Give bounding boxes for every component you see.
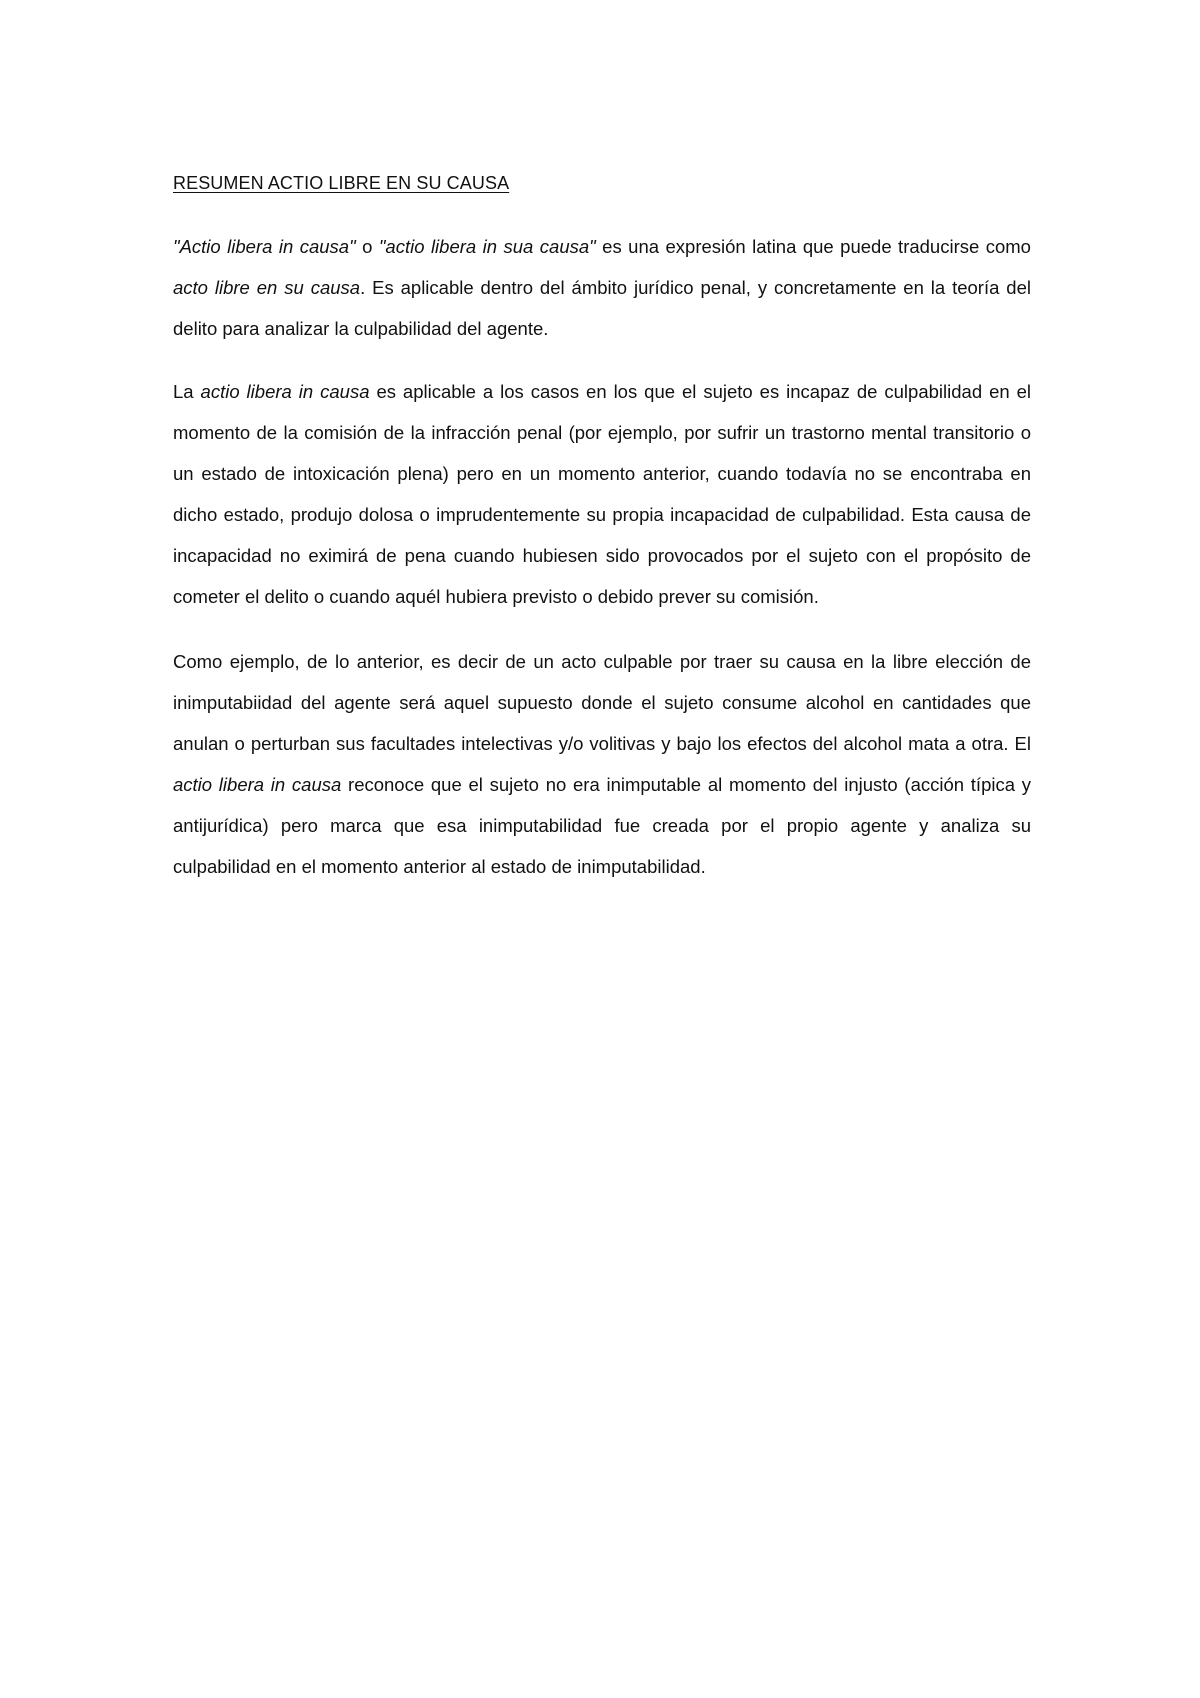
- paragraph-text: o: [355, 236, 379, 257]
- italic-term: actio libera in causa: [173, 774, 342, 795]
- italic-term: actio libera in causa: [200, 381, 370, 402]
- document-title: RESUMEN ACTIO LIBRE EN SU CAUSA: [173, 173, 510, 193]
- paragraph-definition: [173, 226, 1031, 349]
- quote-actio-libera-in-sua-causa: "actio libera in sua causa": [378, 236, 596, 257]
- document-body: [173, 170, 1031, 911]
- quote-actio-libera-in-causa: "Actio libera in causa": [173, 236, 356, 257]
- paragraph-text: es una expresión latina que puede traducirse como: [595, 236, 1031, 257]
- paragraph-text: Como ejemplo, de lo anterior, es decir de un acto culpable por traer su causa en la libre elección de inimputabiidad del agente será aquel supuesto donde el sujeto consume alcohol en cantidades que anulan o perturban sus facultades intelectivas y/o volitivas y bajo los efectos del alcohol mata a otra. El: [173, 651, 1031, 754]
- paragraph-text: La: [173, 381, 201, 402]
- paragraph-example: [173, 641, 1031, 887]
- paragraph-text: es aplicable a los casos en los que el sujeto es incapaz de culpabilidad en el momento de la comisión de la infracción penal (por ejemplo, por sufrir un trastorno mental transitorio o un estado de intoxicación plena) pero en un momento anterior, cuando todavía no se encontraba en dicho estado, produjo dolosa o imprudentemente su propia incapacidad de culpabilidad. Esta causa de incapacidad no eximirá de pena cuando hubiesen sido provocados por el sujeto con el propósito de cometer el delito o cuando aquél hubiera previsto o debido prever su comisión.: [173, 381, 1031, 607]
- italic-term: acto libre en su causa: [173, 277, 361, 298]
- paragraph-application: [173, 371, 1031, 617]
- paragraph-text: . Es aplicable dentro del ámbito jurídico penal, y concretamente en la teoría del delito para analizar la culpabilidad del agente.: [173, 277, 1031, 339]
- paragraph-text: reconoce que el sujeto no era inimputable al momento del injusto (acción típica y antijurídica) pero marca que esa inimputabilidad fue creada por el propio agente y analiza su culpabilidad en el momento anterior al estado de inimputabilidad.: [173, 774, 1031, 877]
